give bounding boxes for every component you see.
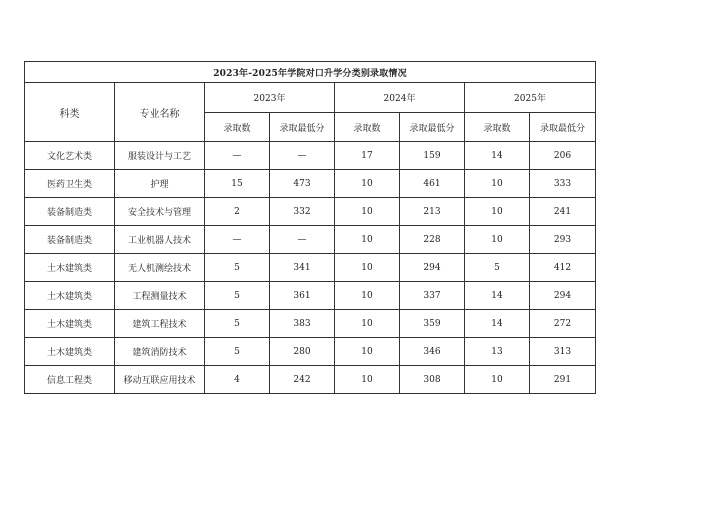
title-row xyxy=(25,62,596,83)
header-year-2025: 2025年 xyxy=(465,83,596,113)
table-row xyxy=(25,198,596,226)
cell-2025-min-score: 333 xyxy=(530,170,596,198)
header-year-2024: 2024年 xyxy=(335,83,465,113)
cell-2024-count: 10 xyxy=(335,226,400,254)
cell-2025-min-score: 412 xyxy=(530,254,596,282)
cell-major: 护理 xyxy=(115,170,205,198)
cell-2025-min-score: 294 xyxy=(530,282,596,310)
table-row xyxy=(25,254,596,282)
table-row xyxy=(25,338,596,366)
cell-major: 安全技术与管理 xyxy=(115,198,205,226)
cell-category: 文化艺术类 xyxy=(25,142,115,170)
admission-table xyxy=(24,61,596,394)
cell-2023-min-score: 361 xyxy=(270,282,335,310)
cell-2023-count: 5 xyxy=(205,338,270,366)
header-count: 录取数 xyxy=(205,113,270,142)
cell-2023-min-score: 332 xyxy=(270,198,335,226)
cell-major: 服装设计与工艺 xyxy=(115,142,205,170)
cell-category: 装备制造类 xyxy=(25,198,115,226)
cell-category: 土木建筑类 xyxy=(25,310,115,338)
table-row xyxy=(25,282,596,310)
cell-2024-count: 10 xyxy=(335,310,400,338)
cell-major: 工程测量技术 xyxy=(115,282,205,310)
cell-2025-count: 10 xyxy=(465,366,530,394)
cell-category: 土木建筑类 xyxy=(25,282,115,310)
table-row xyxy=(25,310,596,338)
cell-2023-min-score: 473 xyxy=(270,170,335,198)
cell-2024-count: 10 xyxy=(335,254,400,282)
cell-2023-min-score: 341 xyxy=(270,254,335,282)
cell-2023-min-score: — xyxy=(270,142,335,170)
cell-category: 土木建筑类 xyxy=(25,338,115,366)
cell-2023-min-score: 280 xyxy=(270,338,335,366)
cell-2025-min-score: 206 xyxy=(530,142,596,170)
cell-2023-count: — xyxy=(205,142,270,170)
cell-2025-count: 14 xyxy=(465,282,530,310)
cell-2024-min-score: 213 xyxy=(400,198,465,226)
cell-2023-count: 2 xyxy=(205,198,270,226)
cell-major: 建筑消防技术 xyxy=(115,338,205,366)
header-min-score: 录取最低分 xyxy=(400,113,465,142)
cell-2024-count: 10 xyxy=(335,282,400,310)
cell-2025-count: 5 xyxy=(465,254,530,282)
cell-2024-count: 10 xyxy=(335,338,400,366)
cell-2024-count: 10 xyxy=(335,198,400,226)
table-row xyxy=(25,170,596,198)
cell-2023-min-score: 383 xyxy=(270,310,335,338)
cell-2025-min-score: 313 xyxy=(530,338,596,366)
cell-2025-count: 10 xyxy=(465,198,530,226)
cell-2023-count: 5 xyxy=(205,282,270,310)
cell-2023-count: 4 xyxy=(205,366,270,394)
cell-2023-min-score: 242 xyxy=(270,366,335,394)
header-category: 科类 xyxy=(25,83,115,142)
cell-category: 装备制造类 xyxy=(25,226,115,254)
cell-2024-min-score: 294 xyxy=(400,254,465,282)
cell-major: 工业机器人技术 xyxy=(115,226,205,254)
cell-2023-count: 5 xyxy=(205,310,270,338)
cell-2025-min-score: 241 xyxy=(530,198,596,226)
cell-2024-min-score: 359 xyxy=(400,310,465,338)
cell-2025-count: 10 xyxy=(465,170,530,198)
cell-2023-count: — xyxy=(205,226,270,254)
header-year-2023: 2023年 xyxy=(205,83,335,113)
cell-2025-min-score: 272 xyxy=(530,310,596,338)
cell-2025-count: 14 xyxy=(465,310,530,338)
cell-category: 医药卫生类 xyxy=(25,170,115,198)
cell-2024-count: 10 xyxy=(335,170,400,198)
header-major: 专业名称 xyxy=(115,83,205,142)
cell-2024-min-score: 308 xyxy=(400,366,465,394)
cell-2024-min-score: 228 xyxy=(400,226,465,254)
cell-2025-count: 10 xyxy=(465,226,530,254)
cell-major: 建筑工程技术 xyxy=(115,310,205,338)
cell-major: 移动互联应用技术 xyxy=(115,366,205,394)
cell-2024-count: 10 xyxy=(335,366,400,394)
cell-2023-min-score: — xyxy=(270,226,335,254)
header-count: 录取数 xyxy=(465,113,530,142)
cell-category: 土木建筑类 xyxy=(25,254,115,282)
cell-2025-count: 13 xyxy=(465,338,530,366)
cell-2025-min-score: 293 xyxy=(530,226,596,254)
header-min-score: 录取最低分 xyxy=(270,113,335,142)
table-row xyxy=(25,226,596,254)
cell-2024-min-score: 159 xyxy=(400,142,465,170)
cell-2024-count: 17 xyxy=(335,142,400,170)
cell-2023-count: 15 xyxy=(205,170,270,198)
table-title: 2023年-2025年学院对口升学分类别录取情况 xyxy=(25,62,596,83)
table-row xyxy=(25,366,596,394)
cell-major: 无人机测绘技术 xyxy=(115,254,205,282)
header-min-score: 录取最低分 xyxy=(530,113,596,142)
cell-2024-min-score: 337 xyxy=(400,282,465,310)
cell-2024-min-score: 461 xyxy=(400,170,465,198)
cell-2025-min-score: 291 xyxy=(530,366,596,394)
table-row xyxy=(25,142,596,170)
cell-2025-count: 14 xyxy=(465,142,530,170)
header-row-years xyxy=(25,83,596,113)
cell-category: 信息工程类 xyxy=(25,366,115,394)
cell-2024-min-score: 346 xyxy=(400,338,465,366)
header-count: 录取数 xyxy=(335,113,400,142)
cell-2023-count: 5 xyxy=(205,254,270,282)
